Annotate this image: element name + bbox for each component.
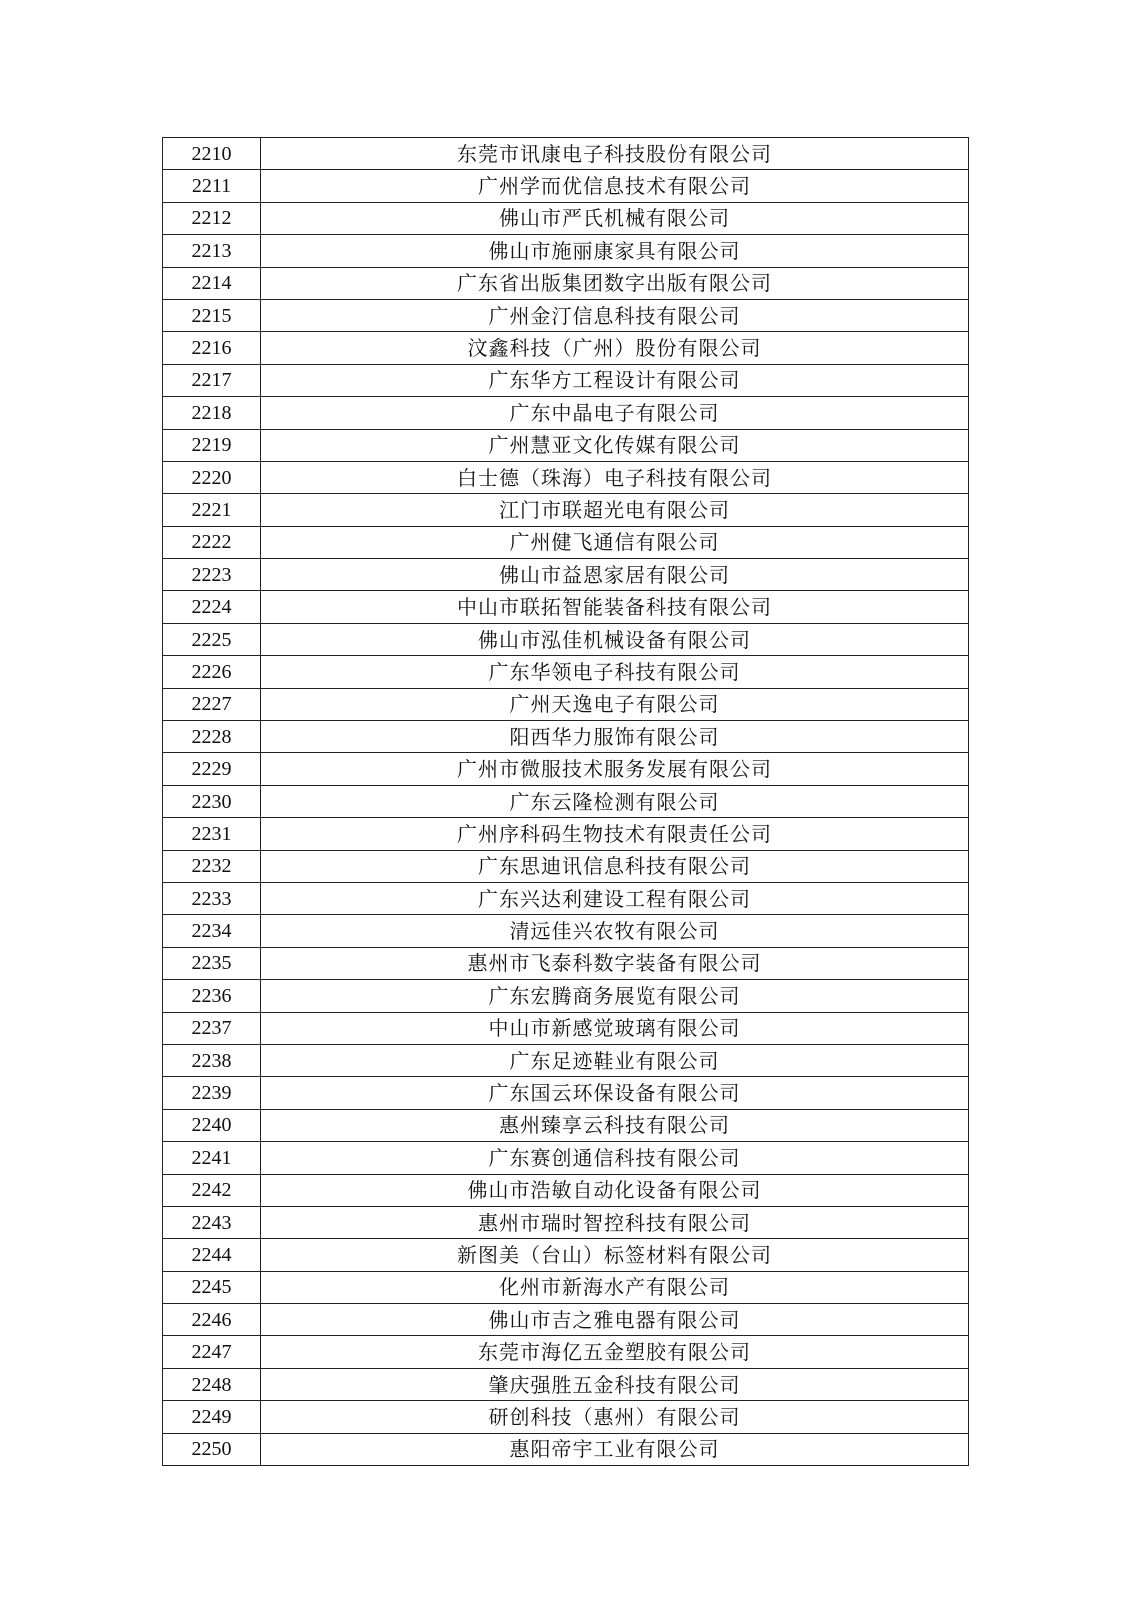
table-row <box>163 364 969 396</box>
table-row <box>163 882 969 914</box>
table-row <box>163 785 969 817</box>
table-row <box>163 915 969 947</box>
company-name: 广东兴达利建设工程有限公司 <box>261 882 969 914</box>
row-number: 2243 <box>163 1206 261 1238</box>
table-row <box>163 850 969 882</box>
table-row <box>163 494 969 526</box>
company-name: 惠州臻享云科技有限公司 <box>261 1109 969 1141</box>
table-row <box>163 1109 969 1141</box>
row-number: 2226 <box>163 656 261 688</box>
company-name: 新图美（台山）标签材料有限公司 <box>261 1239 969 1271</box>
row-number: 2211 <box>163 170 261 202</box>
table-row <box>163 721 969 753</box>
company-name: 肇庆强胜五金科技有限公司 <box>261 1368 969 1400</box>
company-name: 白士德（珠海）电子科技有限公司 <box>261 461 969 493</box>
company-name: 惠阳帝宇工业有限公司 <box>261 1433 969 1465</box>
row-number: 2248 <box>163 1368 261 1400</box>
row-number: 2223 <box>163 559 261 591</box>
company-name: 广州学而优信息技术有限公司 <box>261 170 969 202</box>
company-name: 佛山市严氏机械有限公司 <box>261 202 969 234</box>
table-row <box>163 170 969 202</box>
company-name: 中山市联拓智能装备科技有限公司 <box>261 591 969 623</box>
table-row <box>163 299 969 331</box>
company-name: 东莞市海亿五金塑胶有限公司 <box>261 1336 969 1368</box>
table-row <box>163 461 969 493</box>
company-name: 中山市新感觉玻璃有限公司 <box>261 1012 969 1044</box>
company-name: 广东宏腾商务展览有限公司 <box>261 980 969 1012</box>
table-row <box>163 818 969 850</box>
company-name: 佛山市泓佳机械设备有限公司 <box>261 623 969 655</box>
table-row <box>163 1271 969 1303</box>
table-row <box>163 397 969 429</box>
row-number: 2249 <box>163 1401 261 1433</box>
company-name: 清远佳兴农牧有限公司 <box>261 915 969 947</box>
row-number: 2212 <box>163 202 261 234</box>
row-number: 2228 <box>163 721 261 753</box>
table-row <box>163 1174 969 1206</box>
company-name: 广东中晶电子有限公司 <box>261 397 969 429</box>
company-name: 化州市新海水产有限公司 <box>261 1271 969 1303</box>
row-number: 2250 <box>163 1433 261 1465</box>
table-row <box>163 1206 969 1238</box>
table-row <box>163 1368 969 1400</box>
row-number: 2245 <box>163 1271 261 1303</box>
table-row <box>163 1336 969 1368</box>
row-number: 2244 <box>163 1239 261 1271</box>
row-number: 2222 <box>163 526 261 558</box>
row-number: 2247 <box>163 1336 261 1368</box>
row-number: 2239 <box>163 1077 261 1109</box>
row-number: 2232 <box>163 850 261 882</box>
row-number: 2215 <box>163 299 261 331</box>
table-row <box>163 1012 969 1044</box>
company-name: 佛山市施丽康家具有限公司 <box>261 235 969 267</box>
row-number: 2237 <box>163 1012 261 1044</box>
row-number: 2230 <box>163 785 261 817</box>
table-row <box>163 1239 969 1271</box>
table-row <box>163 591 969 623</box>
row-number: 2234 <box>163 915 261 947</box>
company-name: 广东华方工程设计有限公司 <box>261 364 969 396</box>
company-name: 广州健飞通信有限公司 <box>261 526 969 558</box>
row-number: 2240 <box>163 1109 261 1141</box>
company-name: 广州天逸电子有限公司 <box>261 688 969 720</box>
company-name: 广东赛创通信科技有限公司 <box>261 1142 969 1174</box>
row-number: 2227 <box>163 688 261 720</box>
table-row <box>163 1142 969 1174</box>
table-row <box>163 947 969 979</box>
row-number: 2221 <box>163 494 261 526</box>
company-name: 汶鑫科技（广州）股份有限公司 <box>261 332 969 364</box>
table-row <box>163 332 969 364</box>
row-number: 2231 <box>163 818 261 850</box>
company-name: 广东国云环保设备有限公司 <box>261 1077 969 1109</box>
company-name: 东莞市讯康电子科技股份有限公司 <box>261 138 969 170</box>
table-row <box>163 623 969 655</box>
row-number: 2246 <box>163 1304 261 1336</box>
company-name: 广州市微服技术服务发展有限公司 <box>261 753 969 785</box>
company-name: 广东省出版集团数字出版有限公司 <box>261 267 969 299</box>
row-number: 2213 <box>163 235 261 267</box>
row-number: 2210 <box>163 138 261 170</box>
company-name: 广东云隆检测有限公司 <box>261 785 969 817</box>
row-number: 2241 <box>163 1142 261 1174</box>
company-name: 广州金汀信息科技有限公司 <box>261 299 969 331</box>
table-row <box>163 526 969 558</box>
table-row <box>163 267 969 299</box>
company-name: 广东华领电子科技有限公司 <box>261 656 969 688</box>
table-body <box>163 138 969 1466</box>
table-row <box>163 980 969 1012</box>
row-number: 2214 <box>163 267 261 299</box>
table-row <box>163 1304 969 1336</box>
company-name: 江门市联超光电有限公司 <box>261 494 969 526</box>
row-number: 2219 <box>163 429 261 461</box>
row-number: 2224 <box>163 591 261 623</box>
company-name: 佛山市吉之雅电器有限公司 <box>261 1304 969 1336</box>
table-row <box>163 688 969 720</box>
table-row <box>163 429 969 461</box>
company-name: 惠州市飞泰科数字装备有限公司 <box>261 947 969 979</box>
table-row <box>163 1044 969 1076</box>
row-number: 2216 <box>163 332 261 364</box>
company-name: 广东足迹鞋业有限公司 <box>261 1044 969 1076</box>
row-number: 2242 <box>163 1174 261 1206</box>
company-name: 佛山市浩敏自动化设备有限公司 <box>261 1174 969 1206</box>
row-number: 2217 <box>163 364 261 396</box>
row-number: 2220 <box>163 461 261 493</box>
table-row <box>163 656 969 688</box>
row-number: 2235 <box>163 947 261 979</box>
company-name: 惠州市瑞时智控科技有限公司 <box>261 1206 969 1238</box>
row-number: 2229 <box>163 753 261 785</box>
row-number: 2225 <box>163 623 261 655</box>
table-row <box>163 1401 969 1433</box>
table-row <box>163 202 969 234</box>
row-number: 2236 <box>163 980 261 1012</box>
company-name: 研创科技（惠州）有限公司 <box>261 1401 969 1433</box>
table-row <box>163 138 969 170</box>
table-row <box>163 753 969 785</box>
table-row <box>163 559 969 591</box>
company-list-table <box>162 137 969 1466</box>
company-name: 佛山市益恩家居有限公司 <box>261 559 969 591</box>
row-number: 2218 <box>163 397 261 429</box>
table-row <box>163 1433 969 1465</box>
company-name: 广东思迪讯信息科技有限公司 <box>261 850 969 882</box>
row-number: 2238 <box>163 1044 261 1076</box>
row-number: 2233 <box>163 882 261 914</box>
company-name: 广州序科码生物技术有限责任公司 <box>261 818 969 850</box>
company-name: 阳西华力服饰有限公司 <box>261 721 969 753</box>
table-row <box>163 235 969 267</box>
company-name: 广州慧亚文化传媒有限公司 <box>261 429 969 461</box>
table-row <box>163 1077 969 1109</box>
